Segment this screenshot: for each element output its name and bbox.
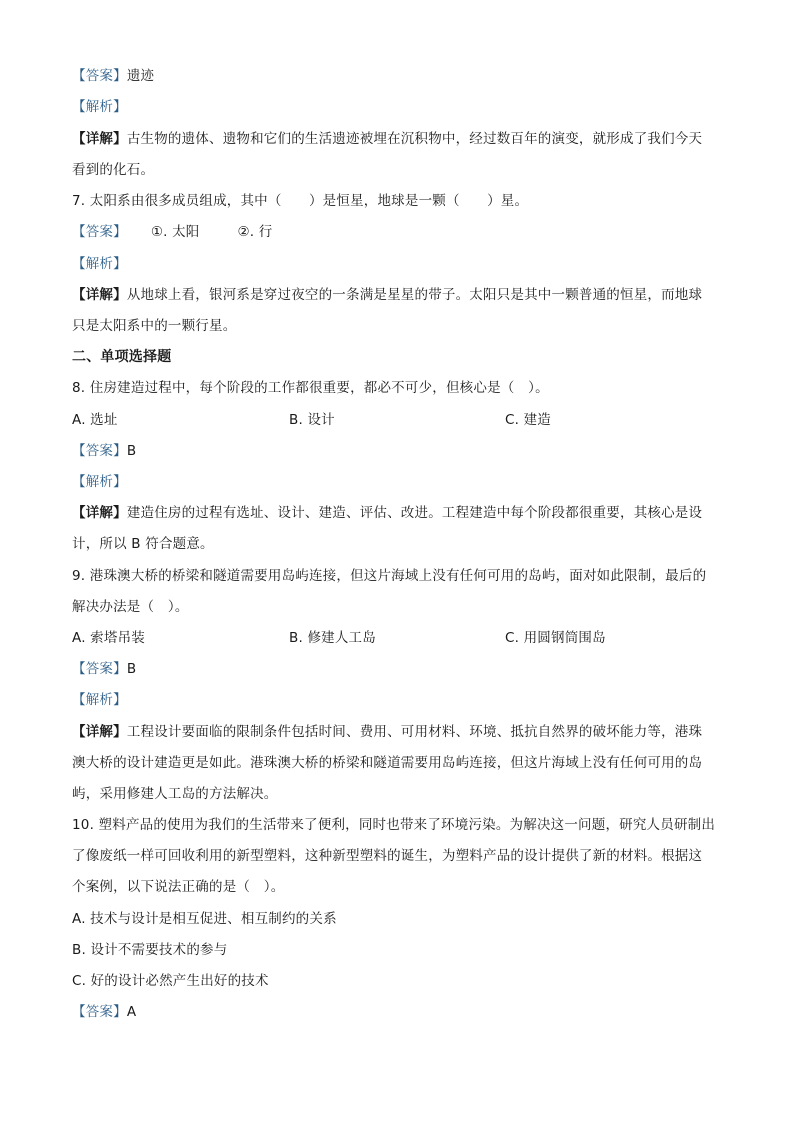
q6-detail-line-1 [72,129,702,149]
q10-option-b: B. 设计不需要技术的参与 [72,942,228,958]
q7-detail-text: 从地球上看，银河系是穿过夜空的一条满是星星的带子。太阳只是其中一颗普通的恒星，而地球 [126,287,703,303]
q9-detail-text: 工程设计要面临的限制条件包括时间、费用、可用材料、环境、抵抗自然界的破坏能力等，港珠 [126,724,703,740]
answer-label: 【答案】 [72,68,127,84]
q7-answer-2: ②. 行 [237,224,273,240]
q9-option-c: C. 用圆钢筒围岛 [505,630,606,646]
q8-answer-line [72,441,136,461]
q10-option-c: C. 好的设计必然产生出好的技术 [72,973,269,989]
analysis-label: 【解析】 [72,692,127,708]
answer-label: 【答案】 [72,661,127,677]
q9-answer-line [72,659,136,679]
q6-answer: 遗迹 [126,68,155,84]
q10-question-line-3: 个案例，以下说法正确的是（ ）。 [72,879,285,895]
q7-detail-line-2: 只是太阳系中的一颗行星。 [72,318,237,334]
q10-question-line-1: 10. 塑料产品的使用为我们的生活带来了便利，同时也带来了环境污染。为解决这一问题，研究人员研制出 [72,817,716,833]
q9-option-b: B. 修建人工岛 [289,630,376,646]
detail-label: 【详解】 [72,724,127,740]
q7-detail-line-1 [72,285,702,305]
q6-detail-text: 古生物的遗体、遗物和它们的生活遗迹被埋在沉积物中，经过数百年的演变，就形成了我们今天 [126,131,703,147]
q9-question-line-1: 9. 港珠澳大桥的桥梁和隧道需要用岛屿连接，但这片海域上没有任何可用的岛屿，面对如此限制，最后的 [72,568,707,584]
q8-option-b: B. 设计 [289,412,335,428]
q10-question-line-2: 了像废纸一样可回收利用的新型塑料，这种新型塑料的诞生，为塑料产品的设计提供了新的材料。根据这 [72,848,703,864]
q8-detail-line-1 [72,503,702,523]
analysis-label: 【解析】 [72,99,127,115]
q9-detail-line-1 [72,722,702,742]
q8-option-a: A. 选址 [72,412,118,428]
q9-answer: B [126,661,137,677]
q10-answer: A [126,1004,137,1020]
q8-option-c: C. 建造 [505,412,552,428]
answer-label: 【答案】 [72,224,127,240]
q9-analysis-line [72,690,127,710]
q9-detail-line-2: 澳大桥的设计建造更是如此。港珠澳大桥的桥梁和隧道需要用岛屿连接，但这片海域上没有任何可用的岛 [72,755,703,771]
q8-analysis-line [72,472,127,492]
q6-detail-line-2: 看到的化石。 [72,162,155,178]
q7-analysis-line [72,254,127,274]
q6-answer-line [72,66,154,86]
q9-question-line-2: 解决办法是（ ）。 [72,599,189,615]
q9-options [72,628,724,648]
q8-detail-line-2: 计，所以 B 符合题意。 [72,536,214,552]
analysis-label: 【解析】 [72,256,127,272]
q10-answer-line [72,1002,136,1022]
q7-answer-1: ①. 太阳 [150,224,200,240]
answer-label: 【答案】 [72,1004,127,1020]
q7-question: 7. 太阳系由很多成员组成，其中（ ）是恒星，地球是一颗（ ）星。 [72,193,529,209]
q8-detail-text: 建造住房的过程有选址、设计、建造、评估、改进。工程建造中每个阶段都很重要，其核心是设 [126,505,703,521]
q6-analysis-line [72,97,127,117]
q9-detail-line-3: 屿，采用修建人工岛的方法解决。 [72,786,278,802]
q9-option-a: A. 索塔吊装 [72,630,145,646]
q8-answer: B [126,443,137,459]
section-heading: 二、单项选择题 [72,349,172,365]
q10-option-a: A. 技术与设计是相互促进、相互制约的关系 [72,911,337,927]
detail-label: 【详解】 [72,505,127,521]
answer-label: 【答案】 [72,443,127,459]
analysis-label: 【解析】 [72,474,127,490]
q8-question: 8. 住房建造过程中，每个阶段的工作都很重要，都必不可少，但核心是（ ）。 [72,380,549,396]
detail-label: 【详解】 [72,287,127,303]
q8-options [72,410,724,430]
detail-label: 【详解】 [72,131,127,147]
q7-answer-line [72,222,273,242]
